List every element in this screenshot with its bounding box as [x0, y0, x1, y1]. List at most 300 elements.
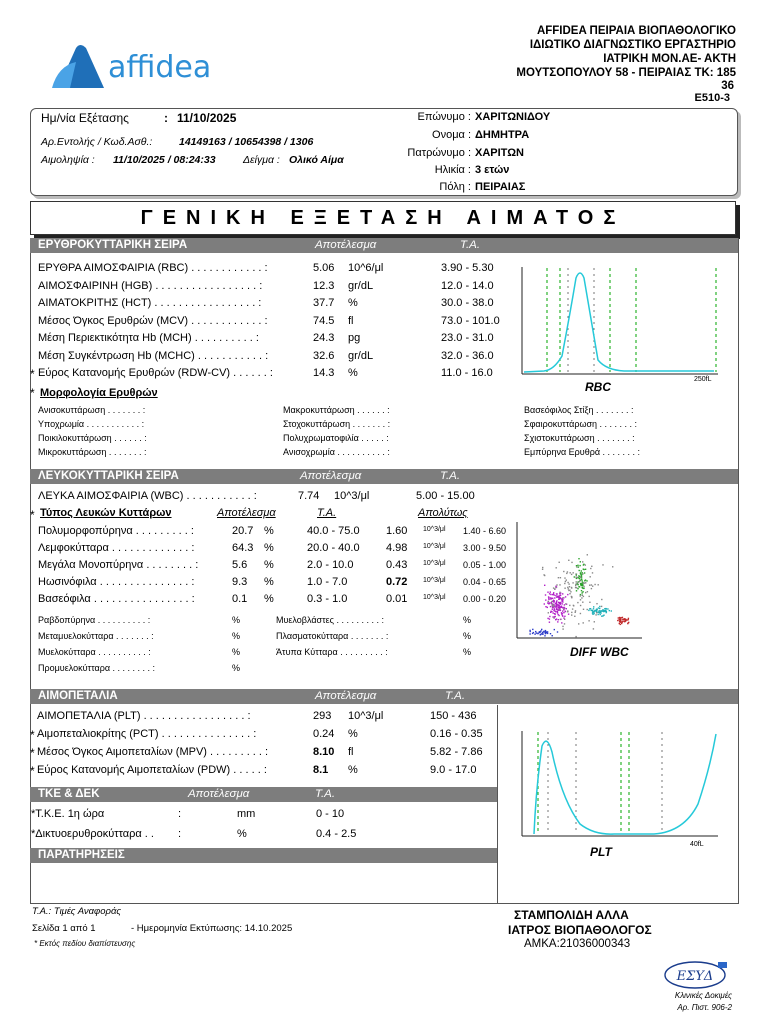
scatter-dot: [585, 569, 586, 570]
scatter-dot: [580, 595, 581, 596]
morphology-item: Υποχρωμία . . . . . . . . . . . :: [38, 419, 145, 429]
rbc-header-label: ΕΡΥΘΡΟΚΥΤΤΑΡΙΚΗ ΣΕΙΡΑ: [38, 239, 188, 251]
notes-section-header: [30, 848, 497, 863]
morphology-item: Στοχοκυττάρωση . . . . . . . :: [283, 419, 391, 429]
scatter-dot: [587, 591, 588, 592]
scatter-dot: [547, 592, 548, 593]
scatter-dot: [544, 603, 545, 604]
scatter-dot: [551, 601, 552, 602]
plt-row-ref: 9.0 - 17.0: [430, 764, 477, 776]
specimen-value: Ολικό Αίμα: [289, 154, 344, 166]
scatter-dot: [563, 571, 564, 572]
ta-note: Τ.Α.: Τιμές Αναφοράς: [32, 906, 121, 917]
scatter-dot: [556, 593, 557, 594]
scatter-dot: [556, 567, 557, 568]
surname-label: Επώνυμο :: [417, 111, 471, 123]
wbc-type-abs-unit: 10^3/μl: [423, 560, 446, 567]
scatter-dot: [618, 617, 619, 618]
scatter-dot: [564, 588, 565, 589]
types-result-header: Αποτέλεσμα: [217, 507, 276, 519]
scatter-dot: [533, 632, 534, 633]
scatter-dot: [568, 590, 569, 591]
esr-row-label: *Τ.Κ.Ε. 1η ώρα: [31, 808, 105, 820]
scatter-dot: [583, 596, 584, 597]
scatter-dot: [558, 596, 559, 597]
scatter-dot: [605, 610, 606, 611]
scatter-dot: [582, 602, 583, 603]
scatter-dot: [592, 586, 593, 587]
lab-address: [516, 24, 736, 92]
scatter-dot: [559, 598, 560, 599]
wbc-extra-unit: %: [463, 631, 472, 641]
scatter-dot: [545, 632, 546, 633]
scatter-dot: [591, 584, 592, 585]
scatter-dot: [587, 609, 588, 610]
scatter-dot: [575, 573, 576, 574]
scatter-dot: [598, 614, 599, 615]
scatter-dot: [583, 586, 584, 587]
wbc-extra-unit: %: [232, 663, 241, 673]
scatter-dot: [568, 588, 569, 589]
scatter-dot: [595, 614, 596, 615]
wbc-type-value: 9.3: [232, 576, 248, 588]
scatter-dot: [535, 631, 536, 632]
rbc-row-unit: gr/dL: [348, 349, 374, 362]
scatter-dot: [609, 610, 610, 611]
scatter-dot: [540, 631, 541, 632]
scatter-dot: [537, 633, 538, 634]
scatter-dot: [544, 585, 545, 586]
scatter-dot: [550, 594, 551, 595]
scatter-dot: [550, 611, 551, 612]
scatter-dot: [578, 566, 579, 567]
wbc-type-unit: %: [264, 593, 274, 605]
age: 3 ετών: [475, 164, 510, 176]
morph-title: Μορφολογία Ερυθρών: [40, 387, 158, 399]
plt-row-star: *: [30, 728, 35, 742]
wbc-type-label: Λεμφοκύτταρα . . . . . . . . . . . . . :: [38, 542, 195, 554]
scatter-dot: [550, 591, 551, 592]
scatter-dot: [542, 569, 543, 570]
wbc-type-abs: 0.72: [386, 576, 408, 588]
wbc-type-abs-unit: 10^3/μl: [423, 526, 446, 533]
wbc-extra-label: Πλασματοκύτταρα . . . . . . . :: [276, 631, 389, 641]
scatter-dot: [552, 603, 553, 604]
affidea-logo-icon: [50, 44, 110, 90]
scatter-dot: [549, 616, 550, 617]
morphology-item: Ανισοχρωμία . . . . . . . . . . :: [283, 447, 390, 457]
rbc-row-label: Μέσος Όγκος Ερυθρών (MCV) . . . . . . . . . . . . :: [38, 314, 268, 327]
scatter-dot: [536, 632, 537, 633]
scatter-dot: [564, 604, 565, 605]
wbc-type-ref: 20.0 - 40.0: [307, 542, 360, 554]
scatter-dot: [588, 610, 589, 611]
scatter-dot: [560, 604, 561, 605]
scatter-dot: [548, 599, 549, 600]
scatter-dot: [571, 562, 572, 563]
types-ref-header: Τ.Α.: [317, 507, 337, 519]
scatter-dot: [575, 584, 576, 585]
scatter-dot: [583, 622, 584, 623]
rbc-row-value: 12.3: [313, 279, 335, 292]
report-title: ΓΕΝΙΚΗ ΕΞΕΤΑΣΗ ΑΙΜΑΤΟΣ: [30, 201, 736, 235]
scatter-dot: [555, 614, 556, 615]
scatter-dot: [559, 609, 560, 610]
scatter-dot: [563, 608, 564, 609]
scatter-dot: [547, 618, 548, 619]
scatter-dot: [582, 561, 583, 562]
scatter-dot: [602, 610, 603, 611]
scatter-dot: [559, 584, 560, 585]
city-label: Πόλη :: [439, 181, 471, 193]
scatter-dot: [583, 588, 584, 589]
scatter-dot: [550, 633, 551, 634]
types-abs-header: Απολύτως: [418, 507, 468, 519]
scatter-dot: [545, 594, 546, 595]
scatter-dot: [593, 608, 594, 609]
scatter-dot: [554, 600, 555, 601]
scatter-dot: [591, 566, 592, 567]
scatter-dot: [581, 597, 582, 598]
scatter-dot: [553, 606, 554, 607]
scatter-dot: [562, 616, 563, 617]
plt-row-unit: fl: [348, 746, 354, 758]
scatter-dot: [571, 596, 572, 597]
scatter-dot: [563, 612, 564, 613]
wbc-section-header: [30, 469, 738, 484]
scatter-dot: [577, 602, 578, 603]
scatter-dot: [590, 576, 591, 577]
esyd-logo: [662, 960, 728, 992]
scatter-dot: [573, 605, 574, 606]
scatter-dot: [579, 570, 580, 571]
scatter-dot: [597, 612, 598, 613]
scatter-dot: [565, 581, 566, 582]
scatter-dot: [603, 611, 604, 612]
esr-ref-header: Τ.Α.: [315, 788, 336, 800]
rbc-chart-label: RBC: [585, 380, 611, 394]
scatter-dot: [562, 628, 563, 629]
wbc-extra-label: Άτυπα Κύτταρα . . . . . . . . . :: [276, 647, 388, 657]
scatter-dot: [582, 585, 583, 586]
rbc-row-ref: 3.90 - 5.30: [441, 262, 494, 274]
rbc-row-label: Εύρος Κατανομής Ερυθρών (RDW-CV) . . . . . . :: [38, 367, 273, 379]
scatter-dot: [569, 605, 570, 606]
scatter-dot: [548, 601, 549, 602]
wbc-ref: 5.00 - 15.00: [416, 490, 475, 502]
wbc-type-ref: 2.0 - 10.0: [307, 559, 354, 571]
morphology-item: Πολυχρωματοφιλία . . . . . :: [283, 433, 389, 443]
wbc-type-abs-ref: 0.05 - 1.00: [463, 560, 507, 570]
scatter-dot: [556, 584, 557, 585]
scatter-dot: [585, 564, 586, 565]
scatter-dot: [545, 599, 546, 600]
sampling-label: Αιμοληψία :: [41, 154, 95, 166]
scatter-dot: [622, 619, 623, 620]
esr-row-ref: 0.4 - 2.5: [316, 828, 357, 840]
scatter-dot: [593, 612, 594, 613]
scatter-dot: [553, 592, 554, 593]
name-label: Ονομα :: [432, 129, 471, 141]
scatter-dot: [589, 596, 590, 597]
wbc-result-header: Αποτέλεσμα: [300, 470, 362, 482]
scatter-dot: [592, 612, 593, 613]
rbc-row-ref: 11.0 - 16.0: [441, 367, 493, 379]
scatter-dot: [581, 592, 582, 593]
clinical-trials: Κλινικές Δοκιμές: [674, 991, 732, 1000]
rbc-row-unit: %: [348, 297, 358, 309]
plt-header-label: ΑΙΜΟΠΕΤΑΛΙΑ: [38, 690, 118, 702]
exam-date-sep: :: [164, 111, 168, 125]
esr-section-header: [30, 787, 497, 802]
wbc-type-unit: %: [264, 525, 274, 537]
rbc-row-unit: gr/dL: [348, 279, 374, 292]
scatter-dot: [624, 618, 625, 619]
order-label: Αρ.Εντολής / Κωδ.Ασθ.:: [41, 136, 153, 148]
scatter-dot: [578, 623, 579, 624]
scatter-dot: [557, 621, 558, 622]
scatter-dot: [583, 564, 584, 565]
scatter-dot: [566, 608, 567, 609]
exam-date: 11/10/2025: [177, 111, 237, 125]
scatter-dot: [562, 626, 563, 627]
rbc-row-unit: 10^6/μl: [348, 262, 384, 274]
diff-chart-label: DIFF WBC: [570, 645, 629, 659]
scatter-dot: [577, 588, 578, 589]
wbc-extra-unit: %: [463, 615, 472, 625]
wbc-type-value: 5.6: [232, 559, 248, 571]
age-label: Ηλικία :: [434, 164, 471, 176]
esyd-logo-text: ΕΣΥΔ: [676, 969, 714, 984]
plt-row-unit: %: [348, 728, 358, 740]
plt-row-value: 8.10: [313, 746, 335, 758]
scatter-dot: [575, 576, 576, 577]
rbc-row-unit: %: [348, 367, 358, 379]
rbc-row-star: *: [30, 367, 35, 381]
scatter-dot: [564, 619, 565, 620]
scatter-dot: [545, 606, 546, 607]
plt-row-label: Εύρος Κατανομής Αιμοπεταλίων (PDW) . . . . . :: [37, 764, 267, 776]
scatter-dot: [620, 624, 621, 625]
rbc-section-header: [30, 238, 738, 253]
scatter-dot: [601, 606, 602, 607]
scatter-dot: [572, 582, 573, 583]
rbc-row-ref: 12.0 - 14.0: [441, 279, 494, 292]
frame-bottom: [30, 903, 738, 904]
scatter-dot: [589, 585, 590, 586]
page-number: Σελίδα 1 από 1: [32, 923, 96, 934]
scatter-dot: [580, 572, 581, 573]
father-label: Πατρώνυμο :: [407, 147, 471, 159]
scatter-dot: [599, 608, 600, 609]
wbc-ref-header: Τ.Α.: [440, 470, 461, 482]
scatter-dot: [558, 619, 559, 620]
rbc-ref-header: Τ.Α.: [460, 239, 481, 251]
plt-row-value: 8.1: [313, 764, 329, 776]
father: ΧΑΡΙΤΩΝ: [475, 147, 524, 159]
scatter-dot: [548, 612, 549, 613]
rbc-row-value: 14.3: [313, 367, 335, 379]
scatter-dot: [583, 583, 584, 584]
scatter-dot: [559, 562, 560, 563]
scatter-dot: [580, 599, 581, 600]
wbc-extra-label: Μυελοβλάστες . . . . . . . . . :: [276, 615, 385, 625]
scatter-dot: [561, 599, 562, 600]
surname: ΧΑΡΙΤΩΝΙΔΟΥ: [475, 111, 551, 123]
scatter-dot: [582, 595, 583, 596]
rbc-row-label: ΑΙΜΑΤΟΚΡΙΤΗΣ (HCT) . . . . . . . . . . . . . . . . . :: [38, 297, 262, 309]
scatter-dot: [564, 577, 565, 578]
lab-line: ΙΑΤΡΙΚΗ ΜΟΝ.ΑΕ- ΑΚΤΗ: [603, 53, 736, 65]
scatter-dot: [530, 631, 531, 632]
rbc-row-unit: pg: [348, 332, 361, 344]
rbc-row-value: 37.7: [313, 297, 335, 309]
scatter-dot: [584, 572, 585, 573]
specimen-label: Δείγμα :: [243, 154, 280, 166]
rbc-row-label: ΕΡΥΘΡΑ ΑΙΜΟΣΦΑΙΡΙΑ (RBC) . . . . . . . . . . . . :: [38, 262, 268, 274]
esr-row-unit: %: [237, 828, 247, 840]
city: ΠΕΙΡΑΙΑΣ: [475, 181, 526, 193]
chart-divider: [497, 705, 498, 904]
scatter-dot: [554, 629, 555, 630]
scatter-dot: [594, 621, 595, 622]
plt-row-unit: %: [348, 764, 358, 776]
scatter-dot: [573, 572, 574, 573]
scatter-dot: [542, 567, 543, 568]
scatter-dot: [580, 577, 581, 578]
wbc-extra-unit: %: [463, 647, 472, 657]
scatter-dot: [555, 586, 556, 587]
plt-section-header: [30, 689, 738, 704]
scatter-dot: [571, 587, 572, 588]
scatter-dot: [567, 594, 568, 595]
scatter-dot: [628, 622, 629, 623]
scatter-dot: [554, 616, 555, 617]
morphology-item: Ποικιλοκυττάρωση . . . . . . :: [38, 433, 147, 443]
scatter-dot: [565, 596, 566, 597]
esr-row-unit: mm: [237, 808, 256, 820]
scatter-dot: [622, 617, 623, 618]
esr-result-header: Αποτέλεσμα: [188, 788, 250, 800]
scatter-dot: [620, 617, 621, 618]
scatter-dot: [554, 588, 555, 589]
scatter-dot: [564, 583, 565, 584]
plt-row-ref: 150 - 436: [430, 710, 477, 722]
wbc-type-abs: 0.01: [386, 593, 408, 605]
scatter-dot: [581, 583, 582, 584]
scatter-dot: [559, 605, 560, 606]
scatter-dot: [588, 620, 589, 621]
plt-row-ref: 0.16 - 0.35: [430, 728, 483, 740]
scatter-dot: [593, 610, 594, 611]
wbc-type-value: 64.3: [232, 542, 254, 554]
scatter-dot: [557, 631, 558, 632]
rbc-row-ref: 73.0 - 101.0: [441, 314, 500, 327]
scatter-dot: [575, 587, 576, 588]
wbc-extra-label: Ραβδοπύρηνα . . . . . . . . . . :: [38, 615, 151, 625]
rbc-chart-scale: 250fL: [694, 376, 712, 383]
scatter-dot: [583, 569, 584, 570]
scatter-dot: [581, 578, 582, 579]
rbc-row-label: Μέση Περιεκτικότητα Hb (MCH) . . . . . . . . . . :: [38, 332, 259, 344]
scatter-dot: [558, 607, 559, 608]
scatter-dot: [529, 633, 530, 634]
scatter-dot: [611, 610, 612, 611]
scatter-dot: [543, 574, 544, 575]
scatter-dot: [575, 636, 576, 637]
scatter-dot: [565, 611, 566, 612]
scatter-dot: [575, 585, 576, 586]
wbc-header-label: ΛΕΥΚΟΚΥΤΤΑΡΙΚΗ ΣΕΙΡΑ: [38, 470, 179, 482]
wbc-extra-label: Μεταμυελοκύτταρα . . . . . . . :: [38, 631, 154, 641]
scatter-dot: [583, 609, 584, 610]
rbc-histogram: [514, 264, 722, 384]
scatter-dot: [558, 615, 559, 616]
scatter-dot: [547, 633, 548, 634]
scatter-dot: [592, 572, 593, 573]
scatter-dot: [547, 602, 548, 603]
scatter-dot: [559, 592, 560, 593]
scatter-dot: [553, 610, 554, 611]
plt-ref-header: Τ.Α.: [445, 690, 466, 702]
scatter-dot: [532, 629, 533, 630]
scatter-dot: [602, 564, 603, 565]
scatter-dot: [570, 572, 571, 573]
scatter-dot: [547, 607, 548, 608]
scatter-dot: [579, 581, 580, 582]
scatter-dot: [566, 573, 567, 574]
scatter-dot: [580, 613, 581, 614]
scatter-dot: [578, 577, 579, 578]
scatter-dot: [552, 598, 553, 599]
morphology-item: Σχιστοκυττάρωση . . . . . . . :: [524, 433, 635, 443]
plt-row-ref: 5.82 - 7.86: [430, 746, 483, 758]
scatter-dot: [562, 610, 563, 611]
scatter-dot: [594, 584, 595, 585]
wbc-type-abs-ref: 0.04 - 0.65: [463, 577, 507, 587]
scatter-dot: [580, 605, 581, 606]
plt-row-label: Αιμοπεταλιοκρίτης (PCT) . . . . . . . . . . . . . . . :: [37, 728, 257, 740]
scatter-dot: [549, 622, 550, 623]
scatter-dot: [570, 591, 571, 592]
scatter-dot: [559, 602, 560, 603]
scatter-dot: [566, 579, 567, 580]
scatter-dot: [542, 632, 543, 633]
scatter-dot: [543, 631, 544, 632]
scatter-dot: [564, 623, 565, 624]
types-title: Τύπος Λευκών Κυττάρων: [40, 507, 172, 519]
wbc-value: 7.74: [298, 490, 320, 502]
scatter-dot: [585, 579, 586, 580]
scatter-dot: [568, 560, 569, 561]
scatter-dot: [562, 601, 563, 602]
scatter-dot: [552, 609, 553, 610]
wbc-type-unit: %: [264, 559, 274, 571]
wbc-type-value: 20.7: [232, 525, 254, 537]
plt-histogram: [514, 728, 722, 848]
wbc-type-abs-unit: 10^3/μl: [423, 577, 446, 584]
print-date: - Ημερομηνία Εκτύπωσης: 14.10.2025: [131, 923, 293, 934]
plt-row-label: ΑΙΜΟΠΕΤΑΛΙΑ (PLT) . . . . . . . . . . . . . . . . . :: [37, 710, 251, 722]
wbc-type-unit: %: [264, 576, 274, 588]
logo-text: affidea: [108, 50, 212, 85]
wbc-type-abs: 4.98: [386, 542, 408, 554]
scatter-dot: [624, 621, 625, 622]
scatter-dot: [598, 584, 599, 585]
doctor-title: ΙΑΤΡΟΣ ΒΙΟΠΑΘΟΛΟΓΟΣ: [508, 923, 652, 937]
scatter-dot: [600, 612, 601, 613]
rbc-result-header: Αποτέλεσμα: [315, 239, 377, 251]
